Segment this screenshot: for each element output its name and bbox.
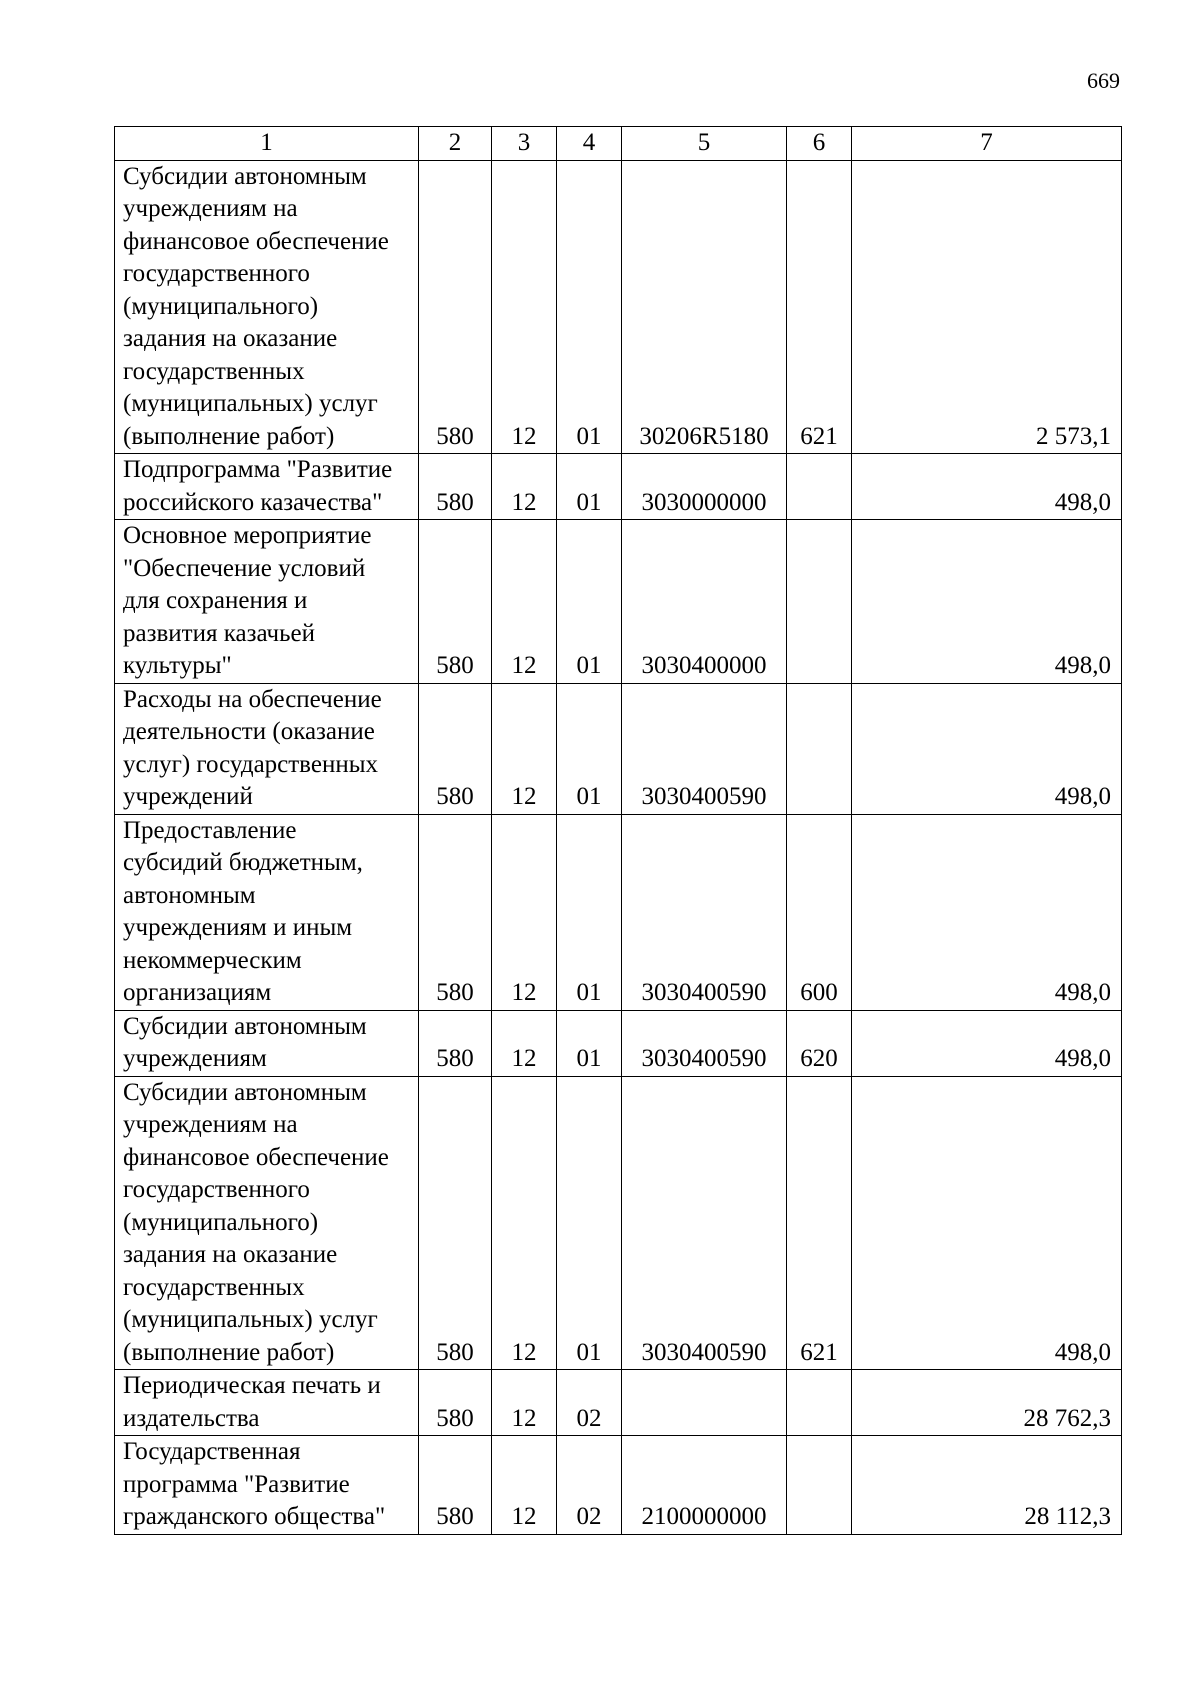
cell-name — [115, 454, 419, 520]
cell-col-6: 621 — [787, 1076, 852, 1370]
cell-name — [115, 814, 419, 1010]
cell-name — [115, 520, 419, 684]
name-line: российского казачества" — [123, 488, 383, 516]
cell-col-2: 580 — [419, 1010, 492, 1076]
cell-col-3: 12 — [492, 1370, 557, 1436]
cell-col-2: 580 — [419, 160, 492, 454]
name-line: учреждений — [123, 783, 253, 810]
cell-col-7: 28 762,3 — [852, 1370, 1122, 1436]
cell-col-2: 580 — [419, 520, 492, 684]
name-line: гражданского общества" — [123, 1503, 386, 1530]
cell-col-6 — [787, 454, 852, 520]
cell-col-7: 498,0 — [852, 814, 1122, 1010]
name-line: учреждениям и иным — [123, 914, 353, 941]
table-row — [115, 520, 1122, 684]
cell-col-4: 01 — [557, 1010, 622, 1076]
table-row — [115, 683, 1122, 814]
name-line: организациям — [123, 979, 272, 1006]
header-cell-2: 2 — [419, 127, 492, 161]
name-line: (выполнение работ) — [123, 422, 335, 450]
name-line: Подпрограмма "Развитие — [123, 456, 393, 483]
cell-col-3: 12 — [492, 814, 557, 1010]
name-line: Основное мероприятие — [123, 522, 372, 549]
name-line: задания на оказание — [123, 325, 338, 352]
cell-col-4: 01 — [557, 1076, 622, 1370]
cell-col-6 — [787, 683, 852, 814]
name-line: "Обеспечение условий — [123, 554, 366, 582]
cell-col-2: 580 — [419, 454, 492, 520]
cell-name — [115, 1436, 419, 1535]
name-line: государственного — [123, 260, 310, 287]
cell-col-2: 580 — [419, 1370, 492, 1436]
name-line: (муниципального) — [123, 292, 319, 320]
name-line: (муниципального) — [123, 1208, 319, 1236]
cell-col-5: 3030400590 — [622, 1076, 787, 1370]
cell-col-5: 2100000000 — [622, 1436, 787, 1535]
name-line: задания на оказание — [123, 1241, 338, 1268]
table-row — [115, 1076, 1122, 1370]
name-line: услуг) государственных — [123, 750, 378, 778]
name-line: учреждениям — [123, 1045, 267, 1072]
cell-col-5: 3030400590 — [622, 683, 787, 814]
cell-col-4: 02 — [557, 1436, 622, 1535]
name-line: (муниципальных) услуг — [123, 390, 378, 417]
header-cell-1: 1 — [115, 127, 419, 161]
name-line: автономным — [123, 881, 256, 909]
name-line: учреждениям на — [123, 195, 298, 222]
budget-table — [114, 126, 1122, 1535]
header-row — [115, 127, 1122, 161]
cell-col-2: 580 — [419, 814, 492, 1010]
cell-col-2: 580 — [419, 1076, 492, 1370]
cell-col-7: 498,0 — [852, 454, 1122, 520]
name-line: (выполнение работ) — [123, 1338, 335, 1366]
cell-name — [115, 1010, 419, 1076]
name-line: Субсидии автономным — [123, 1012, 367, 1040]
name-line: государственного — [123, 1176, 310, 1203]
page-number: 669 — [1087, 68, 1120, 93]
name-line: (муниципальных) услуг — [123, 1306, 378, 1333]
table-row — [115, 160, 1122, 454]
name-line: финансовое обеспечение — [123, 227, 389, 255]
cell-col-6: 600 — [787, 814, 852, 1010]
table-row — [115, 1370, 1122, 1436]
cell-col-7: 498,0 — [852, 683, 1122, 814]
name-line: учреждениям на — [123, 1111, 298, 1138]
name-line: некоммерческим — [123, 946, 302, 974]
cell-col-4: 01 — [557, 454, 622, 520]
cell-col-5: 3030400000 — [622, 520, 787, 684]
header-cell-5: 5 — [622, 127, 787, 161]
cell-col-5: 3030400590 — [622, 814, 787, 1010]
name-line: издательства — [123, 1404, 260, 1432]
cell-col-5: 30206R5180 — [622, 160, 787, 454]
cell-col-2: 580 — [419, 1436, 492, 1535]
cell-col-3: 12 — [492, 1436, 557, 1535]
cell-name — [115, 1076, 419, 1370]
name-line: государственных — [123, 1273, 305, 1301]
cell-col-7: 498,0 — [852, 520, 1122, 684]
cell-col-3: 12 — [492, 683, 557, 814]
cell-col-5: 3030400590 — [622, 1010, 787, 1076]
cell-col-7: 28 112,3 — [852, 1436, 1122, 1535]
cell-col-4: 01 — [557, 683, 622, 814]
table-body — [115, 127, 1122, 1535]
cell-col-7: 498,0 — [852, 1010, 1122, 1076]
name-line: субсидий бюджетным, — [123, 849, 363, 876]
cell-col-3: 12 — [492, 454, 557, 520]
cell-col-6: 621 — [787, 160, 852, 454]
name-line: культуры" — [123, 652, 232, 679]
cell-col-3: 12 — [492, 1076, 557, 1370]
cell-col-6: 620 — [787, 1010, 852, 1076]
name-line: финансовое обеспечение — [123, 1143, 389, 1171]
cell-col-6 — [787, 1370, 852, 1436]
cell-col-3: 12 — [492, 1010, 557, 1076]
cell-col-4: 01 — [557, 160, 622, 454]
name-line: программа "Развитие — [123, 1470, 350, 1498]
cell-col-4: 02 — [557, 1370, 622, 1436]
cell-col-5: 3030000000 — [622, 454, 787, 520]
cell-col-6 — [787, 1436, 852, 1535]
cell-col-7: 498,0 — [852, 1076, 1122, 1370]
name-line: государственных — [123, 357, 305, 385]
name-line: Субсидии автономным — [123, 1078, 367, 1106]
header-cell-7: 7 — [852, 127, 1122, 161]
cell-col-2: 580 — [419, 683, 492, 814]
cell-name — [115, 683, 419, 814]
cell-col-6 — [787, 520, 852, 684]
cell-col-7: 2 573,1 — [852, 160, 1122, 454]
name-line: деятельности (оказание — [123, 718, 375, 745]
cell-col-3: 12 — [492, 160, 557, 454]
cell-col-3: 12 — [492, 520, 557, 684]
name-line: Субсидии автономным — [123, 162, 367, 190]
header-cell-6: 6 — [787, 127, 852, 161]
cell-col-4: 01 — [557, 814, 622, 1010]
name-line: Предоставление — [123, 816, 297, 844]
cell-name — [115, 160, 419, 454]
table-row — [115, 1436, 1122, 1535]
header-cell-3: 3 — [492, 127, 557, 161]
table-row — [115, 1010, 1122, 1076]
name-line: Периодическая печать и — [123, 1372, 381, 1399]
name-line: Государственная — [123, 1438, 301, 1465]
name-line: для сохранения и — [123, 587, 308, 614]
table-row — [115, 814, 1122, 1010]
cell-col-4: 01 — [557, 520, 622, 684]
header-cell-4: 4 — [557, 127, 622, 161]
name-line: Расходы на обеспечение — [123, 685, 382, 713]
cell-col-5 — [622, 1370, 787, 1436]
table-row — [115, 454, 1122, 520]
name-line: развития казачьей — [123, 619, 315, 647]
cell-name — [115, 1370, 419, 1436]
